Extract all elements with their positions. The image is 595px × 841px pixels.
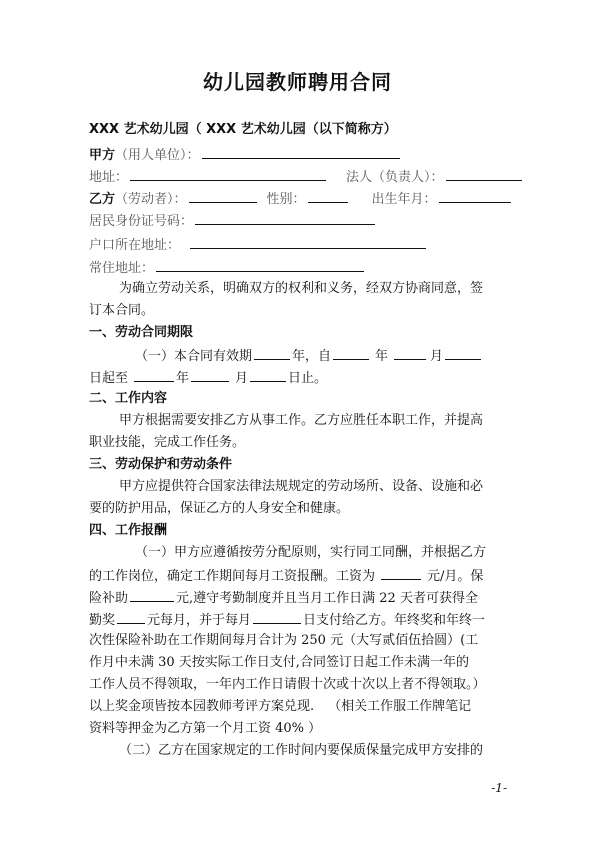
hukou-label: 户口所在地址： bbox=[89, 238, 181, 253]
term-years-blank bbox=[254, 347, 290, 360]
section-4-line-10: （二）乙方在国家规定的工作时间内要保质保量完成甲方安排的 bbox=[119, 743, 484, 758]
start-year-unit: 年 bbox=[375, 349, 389, 364]
section-1-line-2 bbox=[89, 369, 327, 387]
id-label: 居民身份证号码： bbox=[89, 214, 194, 229]
section-4-line-9: 资料等押金为乙方第一个月工资 40% ） bbox=[89, 721, 322, 736]
section-4-heading: 四、工作报酬 bbox=[89, 523, 168, 538]
deposit-text: （相关工作服工作牌笔记 bbox=[328, 699, 472, 714]
term-year-from-label: 年，自 bbox=[292, 349, 332, 364]
party-a-line bbox=[89, 146, 402, 164]
intro-line-2: 订本合同。 bbox=[89, 303, 155, 318]
section-4-line-3 bbox=[89, 589, 478, 607]
insurance-text: 元,遵守考勤制度并且当月工作日满 22 天者可获得全 bbox=[176, 591, 478, 606]
section-4-line-8 bbox=[89, 699, 471, 715]
pay-day-text: 元每月，并于每月 bbox=[147, 613, 252, 628]
party-b-label: 乙方 bbox=[89, 192, 116, 207]
bonus-text: 以上奖金项皆按本园教师考评方案兑现. bbox=[89, 699, 315, 714]
section-1-line-1 bbox=[135, 347, 483, 365]
intro-line-1: 为确立劳动关系，明确双方的权利和义务，经双方协商同意，签 bbox=[119, 281, 484, 296]
party-b-line bbox=[89, 190, 513, 208]
end-year-blank bbox=[134, 369, 174, 382]
end-year-unit: 年 bbox=[176, 371, 190, 386]
section-4-line-7: 工作人员不得领取，一年内工作日请假十次或十次以上者不得领取。） bbox=[89, 677, 486, 692]
page-number: -1- bbox=[491, 781, 507, 795]
birth-label: 出生年月： bbox=[371, 192, 437, 207]
section-4-line-5: 次性保险补助在工作期间每月合计为 250 元（大写贰佰伍拾圆）(工 bbox=[89, 633, 479, 648]
insurance-label: 险补助 bbox=[89, 591, 129, 606]
hukou-blank bbox=[190, 236, 426, 249]
party-a-blank bbox=[202, 146, 400, 159]
document-title: 幼儿园教师聘用合同 bbox=[203, 70, 392, 94]
hukou-line bbox=[89, 236, 428, 254]
salary-blank bbox=[381, 567, 421, 580]
party-a-label: 甲方 bbox=[89, 148, 116, 163]
residence-line bbox=[89, 259, 366, 277]
section-2-heading: 二、工作内容 bbox=[89, 391, 168, 406]
term-label: （一）本合同有效期 bbox=[135, 349, 253, 364]
attendance-label: 勤奖 bbox=[89, 613, 116, 628]
residence-blank bbox=[156, 259, 364, 272]
end-month-blank bbox=[191, 369, 229, 382]
attendance-blank bbox=[117, 611, 145, 624]
id-line bbox=[89, 212, 377, 230]
legal-rep-blank bbox=[446, 168, 522, 181]
section-4-line-6: 作月中未满 30 天按实际工作日支付,合同签订日起工作未满一年的 bbox=[89, 655, 469, 670]
section-4-line-2 bbox=[89, 567, 483, 585]
pay-day-blank bbox=[253, 611, 301, 624]
end-day-unit: 日止。 bbox=[288, 371, 328, 386]
party-b-paren: （劳动者）： bbox=[115, 192, 187, 207]
salary-text: 的工作岗位，确定工作期间每月工资报酬。工资为 bbox=[89, 569, 376, 584]
party-a-paren: （用人单位）： bbox=[115, 148, 200, 163]
party-b-blank bbox=[189, 190, 257, 203]
section-1-heading: 一、劳动合同期限 bbox=[89, 325, 194, 340]
start-year-blank bbox=[333, 347, 369, 360]
section-4-line-4 bbox=[89, 611, 485, 629]
section-3-line-2: 要的防护用品，保证乙方的人身安全和健康。 bbox=[89, 501, 350, 516]
section-2-line-2: 职业技能，完成工作任务。 bbox=[89, 435, 246, 450]
legal-rep-label: 法人（负责人）： bbox=[346, 170, 444, 185]
residence-label: 常住地址： bbox=[89, 261, 155, 276]
address-line bbox=[89, 168, 524, 186]
end-month-unit: 月 bbox=[235, 371, 249, 386]
pay-day-tail: 日支付给乙方。年终奖和年终一 bbox=[303, 613, 486, 628]
address-label: 地址： bbox=[89, 170, 129, 185]
start-month-unit: 月 bbox=[430, 349, 444, 364]
end-label: 日起至 bbox=[89, 371, 129, 386]
birth-blank bbox=[439, 190, 511, 203]
salary-unit: 元/月。保 bbox=[427, 569, 484, 584]
section-2-line-1: 甲方根据需要安排乙方从事工作。乙方应胜任本职工作，并提高 bbox=[119, 413, 484, 428]
address-blank bbox=[130, 168, 326, 181]
section-3-heading: 三、劳动保护和劳动条件 bbox=[89, 457, 233, 472]
start-day-blank bbox=[445, 347, 481, 360]
insurance-blank bbox=[130, 589, 174, 602]
gender-blank bbox=[308, 190, 348, 203]
gender-label: 性别： bbox=[266, 192, 306, 207]
end-day-blank bbox=[250, 369, 286, 382]
start-month-blank bbox=[394, 347, 426, 360]
id-blank bbox=[195, 212, 375, 225]
school-header-line: XXX 艺术幼儿园（ XXX 艺术幼儿园（以下简称方） bbox=[89, 122, 397, 137]
section-3-line-1: 甲方应提供符合国家法律法规规定的劳动场所、设备、设施和必 bbox=[119, 479, 484, 494]
section-4-line-1: （一）甲方应遵循按劳分配原则，实行同工同酬，并根据乙方 bbox=[135, 545, 487, 560]
